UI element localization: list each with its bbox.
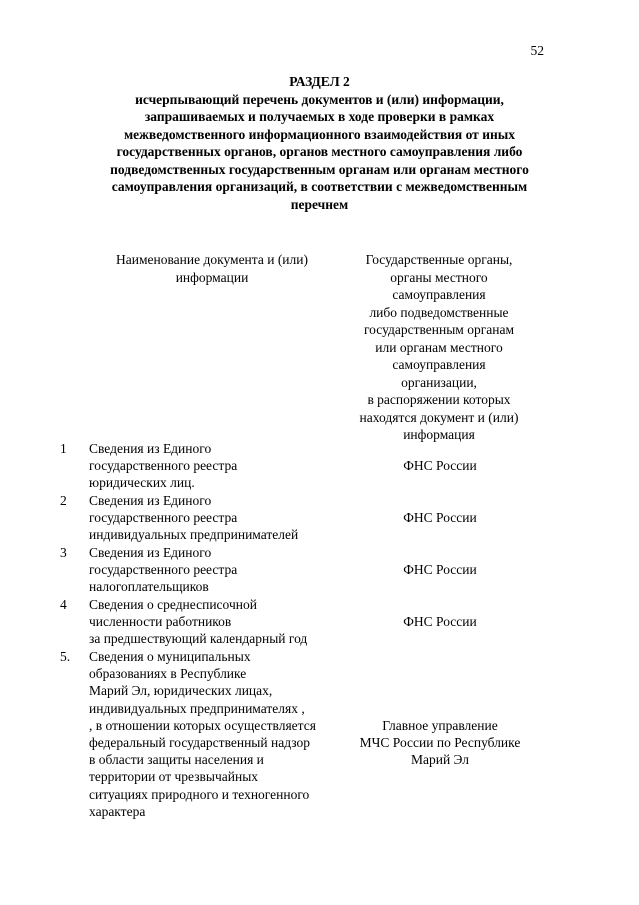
section-heading [52,73,587,213]
row-number: 2 [60,493,67,508]
agency-name [340,561,540,578]
document-name-line: Сведения из Единого [89,441,212,456]
document-name-line: налогоплательщиков [89,579,209,595]
document-name-line: государственного реестра [89,510,238,526]
document-name-line: Марий Эл, юридических лицах, [89,683,273,699]
column-header-line: органы местного [390,269,488,285]
row-number: 3 [60,545,67,560]
document-name-line: численности работников [89,614,232,630]
section-subtitle-line: запрашиваемых и получаемых в ходе проверки в рамках [144,109,495,124]
document-name-line: индивидуальных предпринимателей [89,527,299,543]
agency-name-line: ФНС России [403,562,477,577]
agency-name-line: МЧС России по Республике [359,735,521,751]
row-number: 1 [60,441,67,456]
column-header-line: самоуправления [392,357,486,372]
column-header-line: в распоряжении которых [367,392,511,407]
column-header-line: самоуправления [392,287,486,302]
section-title: РАЗДЕЛ 2 [289,74,350,89]
column-header-line: либо подведомственные [369,304,509,320]
document-name [89,492,339,544]
page-number: 52 [530,43,544,58]
document-name-line: , в отношении которых осуществляется [89,717,316,733]
document-name [89,596,339,648]
column-header-line: Наименование документа и (или) [115,252,308,267]
document-name-line: Сведения о среднесписочной [89,597,257,612]
agency-name-line: ФНС России [403,614,477,629]
column-header-line: находятся документ и (или) [359,409,519,425]
agency-name-line: ФНС России [403,458,477,473]
document-name-line: территории от чрезвычайных [89,769,259,785]
column-header-line: организации, [401,374,477,390]
column-header-line: Государственные органы, [365,252,513,267]
column-header-line: информации [175,269,249,285]
document-name-line: Сведения из Единого [89,545,212,560]
document-name-line: в области защиты населения и [89,752,264,768]
section-subtitle-line: исчерпывающий перечень документов и (или) информации, [135,91,504,107]
document-name-line: образованиях в Республике [89,666,247,682]
column-header-line: информация [403,427,475,442]
agency-name [340,457,540,474]
document-name [89,544,339,596]
document-name-line: индивидуальных предпринимателях , [89,700,305,716]
section-subtitle-line: подведомственных государственным органам или органам местного [110,161,529,177]
document-name-line: характера [89,803,146,819]
document-name-line: ситуациях природного и техногенного [89,786,310,802]
column-header-document [88,251,336,286]
agency-name [340,509,540,526]
document-name [89,648,339,820]
row-number: 4 [60,597,67,612]
column-header-agency [340,251,538,444]
row-number: 5. [60,649,71,664]
section-subtitle-line: самоуправления организаций, в соответствии с межведомственным [111,179,528,194]
document-name-line: Сведения о муниципальных [89,649,251,664]
document-name-line: федеральный государственный надзор [89,735,310,751]
agency-name-line: ФНС России [403,510,477,525]
agency-name [340,613,540,630]
document-name [89,440,339,492]
document-name-line: государственного реестра [89,562,238,578]
agency-name-line: Главное управление [382,718,498,733]
document-name-line: Сведения из Единого [89,493,212,508]
section-subtitle-line: государственных органов, органов местного самоуправления либо [116,144,523,159]
section-subtitle-line: межведомственного информационного взаимодействия от иных [123,126,516,142]
document-name-line: за предшествующий календарный год [89,631,308,647]
column-header-line: или органам местного [375,339,503,355]
document-name-line: государственного реестра [89,458,238,474]
agency-name-line: Марий Эл [410,752,470,768]
agency-name [340,717,540,769]
section-subtitle-line: перечнем [290,196,349,212]
document-name-line: юридических лиц. [89,475,195,491]
column-header-line: государственным органам [363,322,515,337]
